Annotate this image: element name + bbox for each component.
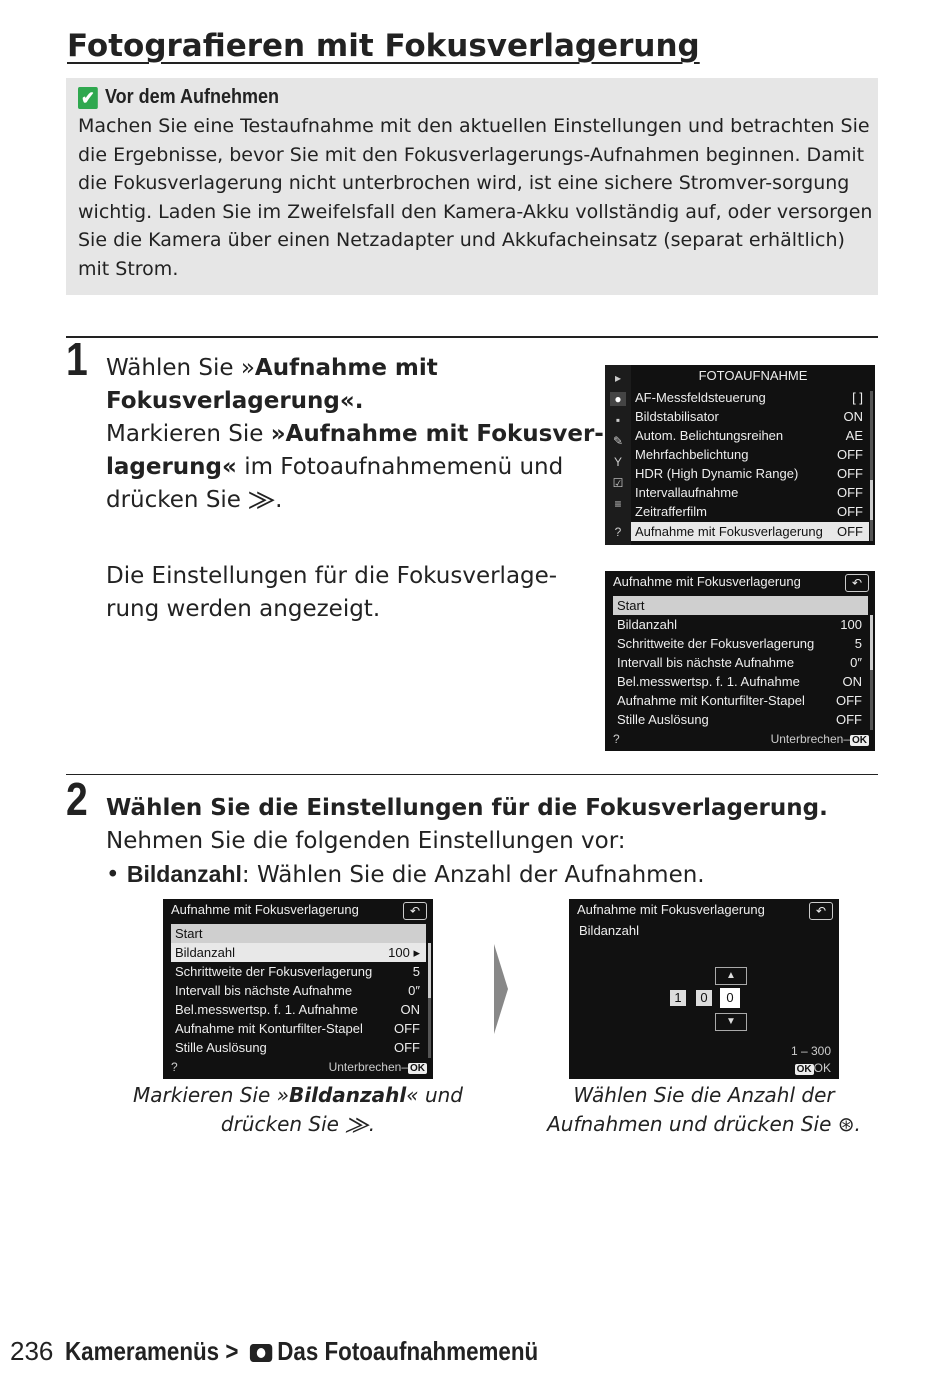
- row-value: AE: [845, 428, 863, 443]
- row-value: [ ]: [852, 390, 863, 405]
- retouch-icon: ☑: [612, 476, 624, 490]
- menu-header: Aufnahme mit Fokusverlagerung: [613, 574, 801, 589]
- caption-right-l1: Wählen Sie die Anzahl der: [573, 1083, 835, 1107]
- ok-button-icon: OK: [796, 1064, 812, 1075]
- row-label: Bildanzahl: [175, 945, 235, 960]
- row-label: Aufnahme mit Konturfilter-Stapel: [175, 1021, 363, 1036]
- menu-row[interactable]: [171, 962, 426, 981]
- range-label: 1 – 300: [790, 1044, 831, 1058]
- camera-menu-focus-shift-bildanzahl: [163, 899, 433, 1079]
- row-label: Stille Auslösung: [175, 1040, 267, 1055]
- menu-sidebar: [605, 365, 631, 545]
- menu-row[interactable]: [631, 445, 869, 464]
- digit-tens[interactable]: 0: [696, 990, 712, 1006]
- menu-row[interactable]: [613, 710, 868, 729]
- arrow-right-icon: [494, 944, 508, 1034]
- row-value: 100: [840, 617, 862, 632]
- entry-label: Bildanzahl: [579, 923, 639, 938]
- caption-left: [120, 1081, 476, 1139]
- menu-header: FOTOAUFNAHME: [698, 368, 808, 383]
- scroll-thumb[interactable]: [428, 943, 431, 998]
- menu-row[interactable]: [631, 388, 869, 407]
- step2-bullet: • Bildanzahl: Wählen Sie die Anzahl der Aufnahmen.: [106, 861, 705, 888]
- row-value: ON: [400, 1002, 420, 1017]
- pencil-icon: ✎: [612, 434, 624, 448]
- help-icon: ?: [613, 732, 620, 746]
- row-value: ON: [843, 409, 863, 424]
- back-icon[interactable]: ↶: [809, 902, 833, 920]
- checkmark-icon: ✔: [78, 87, 98, 109]
- row-label: Aufnahme mit Konturfilter-Stapel: [617, 693, 805, 708]
- row-label: Start: [175, 926, 203, 941]
- row-value: 0″: [408, 983, 420, 998]
- row-label: Intervall bis nächste Aufnahme: [175, 983, 353, 998]
- footer-label: Unterbrechen: [328, 1060, 402, 1074]
- notice-heading: [78, 86, 279, 109]
- page-title: Fotografieren mit Fokusverlagerung: [67, 28, 700, 64]
- caption-right: [528, 1081, 880, 1139]
- step1-line1b: Aufnahme mit: [254, 355, 438, 381]
- menu-row[interactable]: [631, 407, 869, 426]
- breadcrumb: [65, 1336, 538, 1367]
- menu-row[interactable]: [631, 483, 869, 502]
- row-label: Bildstabilisator: [635, 409, 719, 424]
- menu-row[interactable]: [613, 615, 868, 634]
- row-label: Schrittweite der Fokusverlagerung: [617, 636, 815, 651]
- menu-row[interactable]: [171, 981, 426, 1000]
- row-value: OFF: [837, 524, 863, 539]
- ok-button-icon: OK: [410, 1063, 425, 1074]
- menu-row-selected[interactable]: [171, 943, 426, 962]
- row-label: Zeitrafferfilm: [635, 504, 707, 519]
- row-value: OFF: [837, 466, 863, 481]
- breadcrumb-parent: Kameramenüs >: [65, 1336, 245, 1366]
- row-label: Intervall bis nächste Aufnahme: [617, 655, 795, 670]
- row-value: OFF: [837, 485, 863, 500]
- caption-left-a: Markieren Sie »: [133, 1083, 289, 1107]
- section-divider: [66, 774, 878, 775]
- notice-body: Machen Sie eine Testaufnahme mit den aktuellen Einstellungen und betrachten Sie die Ergebnisse, bevor Sie mit den Fokusverlagerungs-Aufnahmen beginnen. Damit die Fokusverlagerung nicht unterbrochen wird, ist eine sichere Stromver-sorgung wichtig. Laden Sie im Zweifelsfall den Kamera-Akku vollständig auf, oder versorgen Sie die Kamera über einen Netzadapter und Akkufacheinsatz (separat erhältlich) mit Strom.: [78, 115, 873, 280]
- menu-row[interactable]: [613, 653, 868, 672]
- menu-row[interactable]: [631, 464, 869, 483]
- camera-menu-fotoaufnahme: [605, 365, 875, 545]
- step-number-2: 2: [66, 773, 88, 825]
- row-label: HDR (High Dynamic Range): [635, 466, 799, 481]
- step1-line2: Fokusverlagerung«.: [106, 388, 364, 414]
- menu-row[interactable]: [171, 1038, 426, 1057]
- step1-line4b: lagerung«: [106, 454, 237, 480]
- menu-footer: Unterbrechen– OK: [328, 1060, 425, 1074]
- row-label: Bel.messwertsp. f. 1. Aufnahme: [175, 1002, 358, 1017]
- row-value-text: 100: [388, 945, 410, 960]
- page-number: 236: [10, 1336, 54, 1366]
- row-value: 5: [412, 964, 420, 979]
- row-value: OFF: [836, 712, 862, 727]
- step1-para2-l1: Die Einstellungen für die Fokusverlage-: [106, 563, 558, 589]
- increment-icon[interactable]: ▲: [715, 967, 747, 985]
- playback-icon: ▸: [614, 371, 622, 385]
- back-icon[interactable]: ↶: [403, 902, 427, 920]
- row-label: Bildanzahl: [617, 617, 677, 632]
- breadcrumb-current: Das Fotoaufnahmemenü: [277, 1336, 539, 1366]
- menu-row[interactable]: [613, 672, 868, 691]
- step2-line2: Nehmen Sie die folgenden Einstellungen vor:: [106, 828, 626, 854]
- camera-bildanzahl-entry: [569, 899, 839, 1079]
- row-value: OFF: [837, 447, 863, 462]
- step2-text: [106, 792, 828, 892]
- menu-footer: Unterbrechen– OK: [770, 732, 867, 746]
- footer-label: Unterbrechen: [770, 732, 844, 746]
- caption-right-l2: Aufnahmen und drücken Sie ⊛.: [547, 1112, 861, 1136]
- row-label: Schrittweite der Fokusverlagerung: [175, 964, 373, 979]
- menu-row[interactable]: [631, 502, 869, 521]
- row-label: AF-Messfeldsteuerung: [635, 390, 766, 405]
- ok-footer: [795, 1061, 831, 1075]
- notice-heading-text: Vor dem Aufnehmen: [105, 86, 280, 108]
- menu-row[interactable]: [613, 634, 868, 653]
- step1-line1a: Wählen Sie »: [106, 355, 255, 381]
- row-value: OFF: [837, 504, 863, 519]
- row-label: Intervallaufnahme: [635, 485, 739, 500]
- menu-row[interactable]: [171, 1000, 426, 1019]
- notice-box: [66, 78, 878, 295]
- ok-label: OK: [813, 1061, 831, 1075]
- camera-icon: [250, 1344, 272, 1362]
- scroll-thumb[interactable]: [870, 480, 873, 520]
- row-value: OFF: [394, 1040, 420, 1055]
- step-number-1: 1: [66, 333, 88, 385]
- menu-row-start[interactable]: [171, 924, 426, 943]
- row-value: 5: [854, 636, 862, 651]
- mymenu-icon: ≡: [614, 497, 622, 511]
- step1-line3b: »Aufnahme mit Fokusver-: [270, 421, 604, 447]
- wrench-icon: Y: [613, 455, 622, 469]
- digit-ones[interactable]: 0: [722, 990, 738, 1006]
- row-label: Bel.messwertsp. f. 1. Aufnahme: [617, 674, 800, 689]
- caption-left-c: « und: [406, 1083, 463, 1107]
- section-divider: [66, 336, 878, 338]
- menu-row[interactable]: [171, 1019, 426, 1038]
- row-label: Mehrfachbelichtung: [635, 447, 749, 462]
- caption-left-l2: drücken Sie ⨠.: [220, 1112, 376, 1136]
- row-value: OFF: [394, 1021, 420, 1036]
- chevron-right-icon: ▸: [413, 945, 420, 960]
- digit-hundreds[interactable]: 1: [670, 990, 686, 1006]
- help-icon: ?: [614, 525, 622, 539]
- camera-icon: ●: [610, 392, 626, 406]
- menu-row[interactable]: [613, 691, 868, 710]
- page-footer: [10, 1336, 616, 1367]
- row-value: 0″: [850, 655, 862, 670]
- decrement-icon[interactable]: ▼: [715, 1013, 747, 1031]
- row-value: ON: [842, 674, 862, 689]
- step1-para2: [106, 560, 557, 626]
- step1-line5: drücken Sie ⨠.: [106, 487, 283, 513]
- step2-heading: Wählen Sie die Einstellungen für die Fokusverlagerung.: [106, 795, 828, 821]
- row-label: Aufnahme mit Fokusverlagerung: [635, 524, 823, 539]
- step1-line3a: Markieren Sie: [106, 421, 271, 447]
- row-value: OFF: [836, 693, 862, 708]
- bullet-term: Bildanzahl: [126, 861, 242, 887]
- scroll-thumb[interactable]: [870, 615, 873, 670]
- step1-para2-l2: rung werden angezeigt.: [106, 596, 381, 622]
- menu-header: Aufnahme mit Fokusverlagerung: [577, 902, 765, 917]
- row-label: Autom. Belichtungsreihen: [635, 428, 784, 443]
- step1-text: [106, 352, 604, 517]
- step1-line4a: im Fotoaufnahmemenü und: [236, 454, 564, 480]
- bullet-text: : Wählen Sie die Anzahl der Aufnahmen.: [241, 862, 705, 888]
- help-icon: ?: [171, 1060, 178, 1074]
- back-icon[interactable]: ↶: [845, 574, 869, 592]
- row-value: [388, 943, 420, 962]
- menu-row-start[interactable]: [613, 596, 868, 615]
- caption-left-b: Bildanzahl: [289, 1083, 407, 1107]
- row-label: Stille Auslösung: [617, 712, 709, 727]
- ok-button-icon: OK: [852, 735, 867, 746]
- menu-row[interactable]: [631, 426, 869, 445]
- movie-icon: ▪: [615, 413, 621, 427]
- row-label: Start: [617, 598, 645, 613]
- menu-row-selected[interactable]: [631, 522, 869, 541]
- camera-menu-focus-shift: [605, 571, 875, 751]
- menu-header: Aufnahme mit Fokusverlagerung: [171, 902, 359, 917]
